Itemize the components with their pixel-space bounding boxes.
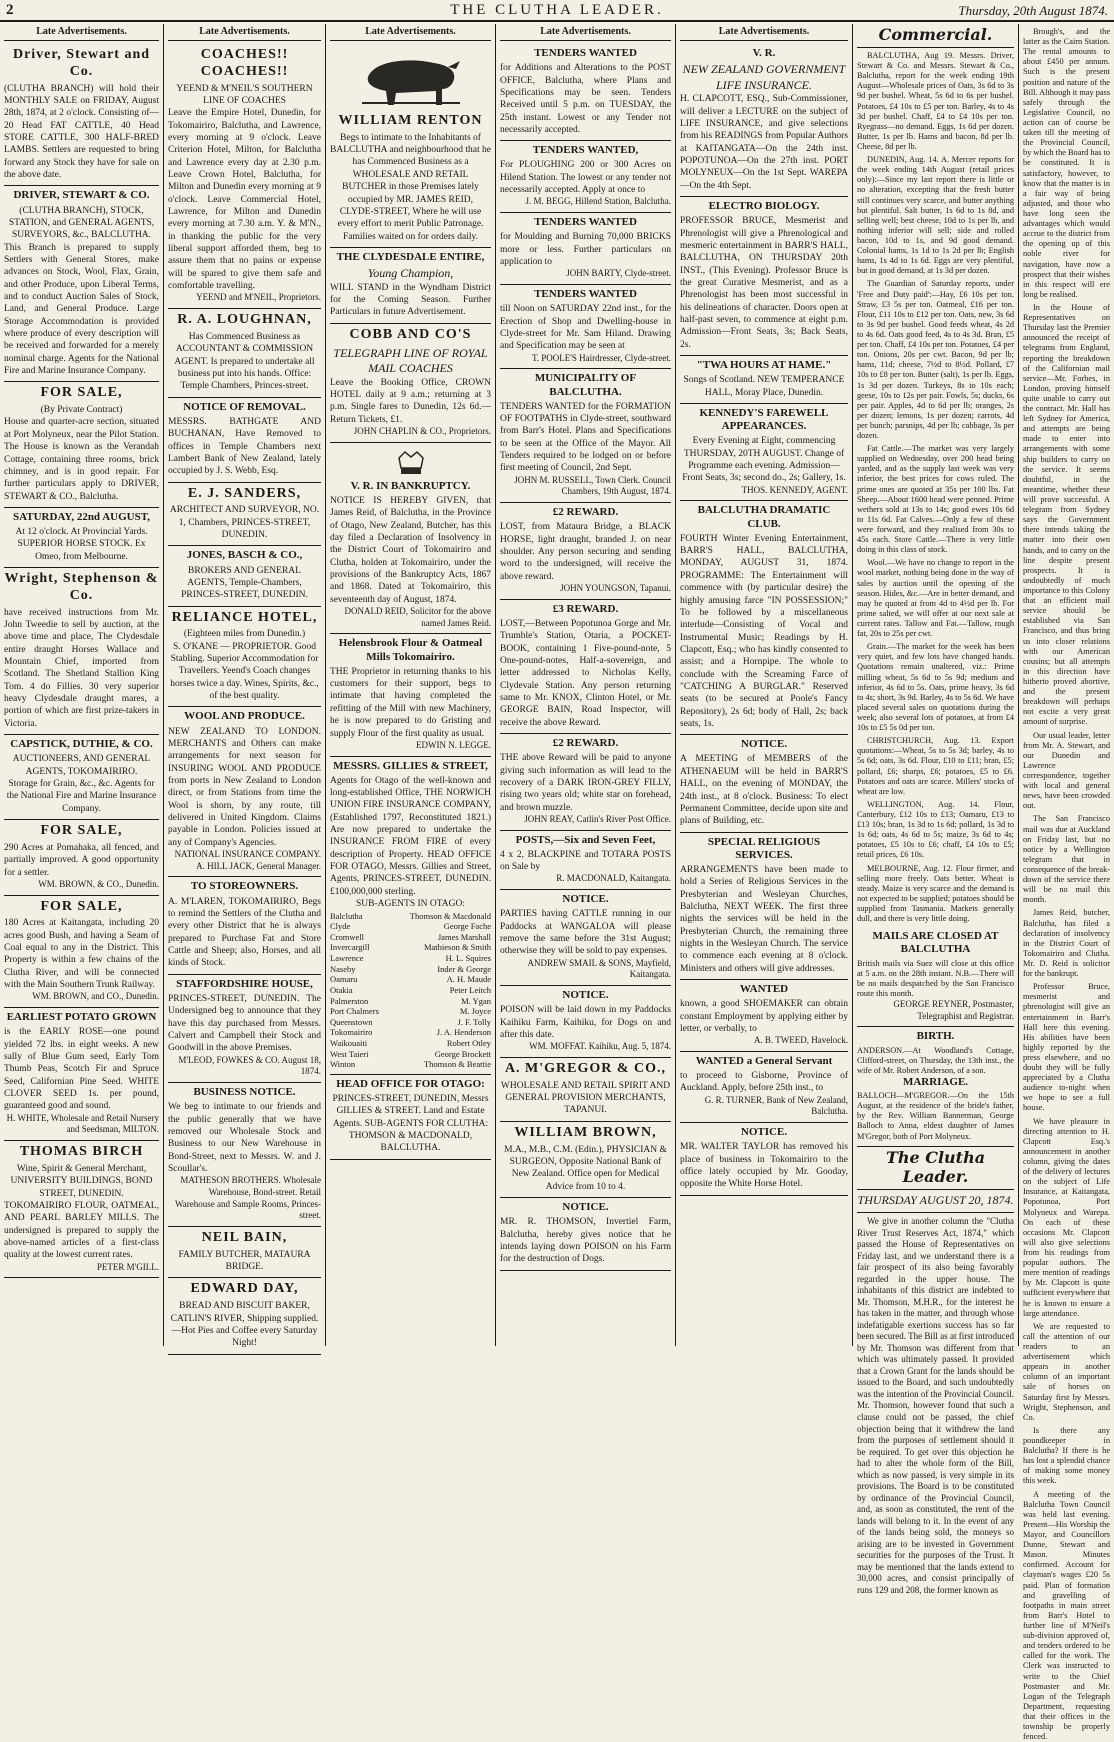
ad-heading: POSTS,—Six and Seven Feet, xyxy=(515,833,656,846)
article-paragraph: We have pleasure in directing attention to H. Clapcott Esq.'s announcement in another column, giving the dates of the delivery of lectures on the subject of Life Insurance, at Kaitangata, Popotunoa, Port Molyneux and Warepa. On each of these occasions Mr. Clapcott will also give selections from his readings from popular authors. The mere mention of readings by Mr. Clapcott is quite sufficient everywhere that he is known to ensure a large attendance. xyxy=(1023,1116,1110,1318)
ad-heading: BUSINESS NOTICE. xyxy=(193,1085,296,1098)
ad-subheading: Young Champion, xyxy=(367,266,454,281)
list-item: Port Chalmers M. Joyce xyxy=(330,1006,491,1017)
ad-heading: E. J. SANDERS, xyxy=(187,485,302,501)
newspaper-title: THE CLUTHA LEADER. xyxy=(450,2,664,18)
ad-driver-stewart-sale xyxy=(4,44,159,186)
list-item: Winton Thomson & Beattie xyxy=(330,1059,491,1070)
ad-life-insurance xyxy=(680,44,848,197)
ad-heading: WILLIAM RENTON xyxy=(338,113,483,128)
ad-subheading: (Eighteen miles from Dunedin.) xyxy=(183,629,306,640)
ad-body: For PLOUGHING 200 or 300 Acres on Hilend Station. The lowest or any tender not necessarily accepted. Apply at once to xyxy=(500,160,671,196)
ad-notice-poison xyxy=(500,986,671,1058)
ad-signature: JOHN REAY, Catlin's River Post Office. xyxy=(524,813,671,824)
ad-signature: JOHN M. RUSSELL, Town Clerk. Council Chambers, 19th August, 1874. xyxy=(514,474,671,497)
ad-reliance-hotel xyxy=(168,607,321,708)
ad-body: S. O'KANE — PROPRIETOR. Good Stabling. Superior Accommodation for Travellers. Yeend's Coach changes horses twice a day. Wines, Spirits, &c., of the best quality. xyxy=(170,641,319,702)
ad-body: FAMILY BUTCHER, MATAURA BRIDGE. xyxy=(178,1249,311,1273)
ad-dramatic-club xyxy=(680,501,848,735)
ad-body: PRINCES-STREET, DUNEDIN, Messrs GILLIES & STREET. Land and Estate Agents. SUB-AGENTS FOR CLUTHA: THOMSON & MACDONALD, BALCLUTHA. xyxy=(332,1094,489,1154)
ad-walter-taylor xyxy=(680,1123,848,1196)
market-report: Wool.—We have no change to report in the wool market, nothing being done in the way of sales by auction until the opening of the season. Hides, &c.—Are in better demand, and may be quoted at from 4d to 4½d per lb. For prime salted, we will offer at our next sale at current rates. Tallow and Fat.—Tallow, rough fat, 20s to 25s per cwt. xyxy=(857,558,1014,639)
ad-body: Leave the Booking Office, CROWN HOTEL daily at 9 a.m.; returning at 3 p.m. Single fares to Dunedin, 12s 6d.—Return Tickets, £1. xyxy=(330,377,491,425)
column-6 xyxy=(853,24,1019,1595)
ad-signature: ANDREW SMAIL & SONS, Mayfield, Kaitangata. xyxy=(527,957,671,980)
ad-body: TENDERS WANTED for the FORMATION OF FOOTPATHS in Clyde-street, southward from Barr's Hotel. Plans and Specifications to be seen at the Office of the Mayor. All Tenders required to be lodged on or before first meeting of Council, 2nd Sept. xyxy=(500,401,671,474)
page-number: 2 xyxy=(6,2,14,18)
ad-body: till Noon on SATURDAY 22nd inst., for the Erection of Shop and Dwelling-house in Clyde-street for Mr. Sam Hiland. Drawing and Specification may be seen at xyxy=(500,304,671,352)
ad-heading: WANTED xyxy=(739,983,789,995)
ad-for-sale-house xyxy=(4,382,159,508)
ad-body: PARTIES having CATTLE running in our Paddocks at WANGALOA will please remove the same before the 31st August; otherwise they will be sold to pay expenses. xyxy=(500,909,671,957)
ad-heading: Wright, Stephenson & Co. xyxy=(4,571,159,603)
ad-driver-stewart-agents xyxy=(4,186,159,382)
list-item: Lawrence H. L. Squires xyxy=(330,953,491,963)
ad-signature: YEEND and M'NEIL, Proprietors. xyxy=(196,292,321,303)
ad-heading: WANTED a General Servant xyxy=(695,1054,833,1067)
ad-heading: ELECTRO BIOLOGY. xyxy=(708,200,820,213)
ad-heading: RELIANCE HOTEL, xyxy=(171,609,318,625)
ad-body: Every Evening at Eight, commencing THURSDAY, 20TH AUGUST. Change of Programme each evening. Admission—Front Seats, 3s; second do., 2s; Gallery, 1s. xyxy=(682,436,846,484)
ad-heading: EDWARD DAY, xyxy=(190,1281,299,1297)
column-4 xyxy=(496,24,676,1346)
ad-heading: NOTICE OF REMOVAL. xyxy=(183,400,306,413)
page-columns xyxy=(0,24,1114,1742)
ad-tenders-post-office xyxy=(500,44,671,141)
ad-signature: A. B. TWEED, Havelock. xyxy=(753,1035,848,1046)
ad-helensbrook-mills xyxy=(330,634,491,756)
article-paragraph: The San Francisco mail was due at Auckland on Friday last, but no notice by a Wellington telegram that in consequence of the break-down of the service there will be no mail this month. xyxy=(1023,814,1110,905)
ad-thomas-birch xyxy=(4,1141,159,1278)
list-item: West Taieri George Brockett xyxy=(330,1048,491,1059)
ad-signature: J. M. BEGG, Hillend Station, Balclutha. xyxy=(525,196,671,207)
ad-body: is the EARLY ROSE—one pound yielded 72 lbs. in eight weeks. A new sally of Blue Gum seed, Early Tom Thumb Peas, Scotch Fir and Spruce Seed, Californian Pine Seed. WHITE CLOVER SEED 1s. per pound, guaranteed good and sound. xyxy=(4,1027,159,1112)
ad-for-sale-pomahaka xyxy=(4,820,159,896)
ad-heading: NEIL BAIN, xyxy=(201,1229,288,1245)
ad-heading: NOTICE. xyxy=(740,1126,788,1139)
column-label: Late Advertisements. xyxy=(500,24,671,41)
ad-notice-cattle xyxy=(500,890,671,986)
ad-heading: £3 REWARD. xyxy=(552,602,619,615)
ad-heading: DRIVER, STEWART & CO. xyxy=(13,189,150,202)
ad-tenders-bricks xyxy=(500,213,671,285)
ad-heading: R. A. LOUGHNAN, xyxy=(177,312,312,328)
ad-reward-pocketbook xyxy=(500,600,671,734)
ad-body: M.A., M.B., C.M. (Edin.), PHYSICIAN & SURGEON, Opposite National Bank of New Zealand. Office open for Medical Advice from 10 to 4. xyxy=(504,1144,667,1192)
ad-body: H. CLAPCOTT, ESQ., Sub-Commissioner, will deliver a LECTURE on the subject of LIFE INSURANCE, and give selections from his READINGS from Popular Authors at KAITANGATA—On the 24th inst. POPOTUNOA—On the 27th inst. PORT MOLYNEUX—On the 1st Sept. WAREPA—On the 4th Sept. xyxy=(680,94,848,191)
ad-body: Agents for Otago of the well-known and long-established Office, THE NORWICH UNION FIRE INSURANCE COMPANY, (Established 1797, Reconstituted 1821.) Are now prepared to undertake the INSURANCE FROM FIRE of every description of Property. HEAD OFFICE FOR OTAGO, Messrs. Gillies and Street, Agents, PRINCES-STREET, DUNEDIN. £100,000,000 sterling. xyxy=(330,775,491,897)
ad-bankruptcy xyxy=(330,443,491,635)
ad-wright-stephenson xyxy=(4,568,159,735)
leader-article xyxy=(857,1213,1014,1596)
list-item: Otakia Peter Leitch xyxy=(330,984,491,995)
ad-jones-basch xyxy=(168,546,321,606)
leader-dateline: THURSDAY AUGUST 20, 1874. xyxy=(857,1192,1014,1207)
ad-sanders xyxy=(168,483,321,547)
ad-subheading: (By Private Contract) xyxy=(40,405,123,416)
list-item: Palmerston M. Ygan xyxy=(330,995,491,1006)
market-report: WELLINGTON, Aug. 14. Flour, Canterbury, £12 10s to £13; Oamaru, £13 to £13 10s; bran, 1s 3d to 1s 6d; pollard, 1s 3d to 1s 6d; oats, 4s 6d to 5s; maize, 3s 6d to 4s; potatoes, £5 10s to £6; chaff, £4 10s to £5; retail prices, £6 10s. xyxy=(857,799,1014,860)
ad-signature: JOHN BARTY, Clyde-street. xyxy=(566,268,671,279)
ad-william-renton xyxy=(330,44,491,248)
ad-heading: HEAD OFFICE FOR OTAGO: xyxy=(336,1077,485,1090)
ad-body: MR. WALTER TAYLOR has removed his place of business in Tokomairiro to the office lately occupied by Mr. Gooday, opposite the White Horse Hotel. xyxy=(680,1142,848,1190)
ad-body: A. M'LAREN, TOKOMAIRIRO, Begs to remind the Settlers of the Clutha and every other District that he is always prepared to Purchase Fat and Store Cattle and Sheep; also, Horses, and all kinds of Stock. xyxy=(168,896,321,969)
ad-heading: FOR SALE, xyxy=(40,385,123,401)
list-item: Oamaru A. H. Maude xyxy=(330,974,491,985)
ad-heading: "TWA HOURS AT HAME." xyxy=(696,359,832,372)
notice-mails xyxy=(857,927,1014,1027)
ad-heading: NOTICE. xyxy=(562,1201,609,1213)
ad-body: BREAD AND BISCUIT BAKER, CATLIN'S RIVER, Shipping supplied.—Hot Pies and Coffee every Saturday Night! xyxy=(170,1301,319,1349)
ad-signature: G. R. TURNER, Bank of New Zealand, Balclutha. xyxy=(704,1094,848,1117)
ad-signature: H. WHITE, Wholesale and Retail Nursery and Seedsman, MILTON. xyxy=(6,1112,159,1135)
ad-signature: DONALD REID, Solicitor for the above named James Reid. xyxy=(344,606,491,628)
ad-signature: JOHN CHAPLIN & CO., Proprietors. xyxy=(353,426,491,437)
market-report: Grain.—The market for the week has been very quiet, and few lots have changed hands. Quotations remain unaltered, viz.: Prime milling wheat, 5s 6d to 5s 9d; medium and inferior, 4s 6d to 5s. Oats, prime heavy, 3s 6d to 4s; short, 3s 9d. Barley, 4s to 5s 6d. We have placed several sales on quotations during the week; also several lots of potatoes, at from £4 10s to £5 5s 0d per ton. xyxy=(857,642,1014,733)
market-report: CHRISTCHURCH, Aug. 13. Export quotations:—Wheat, 5s to 5s 3d; barley, 4s to 5s 6d; oats, 3s 6d. Flour, £10 to £11; bran, £5; pollard, £6; sharps, £6; potatoes, £5 to £6. Potatoes and oats are scarce. Millers' stocks of wheat are low. xyxy=(857,736,1014,796)
ad-body: LOST,—Between Popotunoa Gorge and Mr. Trumble's Station, Otaria, a POCKET-BOOK, containing 1 Five-pound-note, 5 One-pound-notes, Half-a-sovereign, and letter addressed to Nicholas Kelly, Clydevale Station. Any person returning same to Mr. KNOX, Clinton Hotel, or Mr. GEORGE BAIN, Road Inspector, will receive the above Reward. xyxy=(500,618,671,728)
article-paragraph: Is there any poundkeeper in Balclutha? If there is he has lost a splendid chance of making some money this week. xyxy=(1023,1425,1110,1486)
ad-signature: THOS. KENNEDY, AGENT. xyxy=(741,484,848,495)
column-5 xyxy=(676,24,853,1346)
ad-body: Leave the Empire Hotel, Dunedin, for Tokomairiro, Balclutha, and Lawrence, every morning at 9 o'clock. Leave Criterion Hotel, Milton, for Balclutha and Lawrence every day at 2.30 p.m. Leave Crown Hotel, Balclutha, for Milton and Dunedin every morning at 9 o'clock. Leave Commercial Hotel, Lawrence, for Milton and Dunedin every morning at 7.30 a.m. Y. & M'N., in thanking the public for the very liberal support afforded them, beg to assure them that no pains or expense will be spared to give them safe and comfortable travelling. xyxy=(168,108,321,292)
ad-body: THE above Reward will be paid to anyone giving such information as will lead to the recovery of a DARK IRON-GREY FILLY, rising two years old; white star on forehead, and brown muzzle. xyxy=(500,753,671,813)
ad-clydesdale-entire xyxy=(330,248,491,324)
ad-heading: TENDERS WANTED xyxy=(534,216,637,229)
ad-body: Has Commenced Business as ACCOUNTANT & COMMISSION AGENT. Is prepared to undertake all business put into his hands. Office: Temple Chambers, Princes-street. xyxy=(174,331,315,392)
ad-heading: Helensbrook Flour & Oatmeal Mills Tokomairiro. xyxy=(338,637,483,663)
ad-twa-hours xyxy=(680,356,848,404)
ad-body: TOKOMAIRIRO FLOUR, OATMEAL, AND PEARL BARLEY MILLS. The undersigned is prepared to supply the above-named articles of a first-class quality at the lowest current rates. xyxy=(4,1200,159,1261)
ad-heading: TENDERS WANTED, xyxy=(532,144,639,157)
ad-tenders-shop xyxy=(500,285,671,369)
list-item: Cromwell James Marshall xyxy=(330,931,491,942)
ad-subheading: Wine, Spirit & General Merchant, UNIVERSITY BUILDINGS, BOND STREET, DUNEDIN. xyxy=(10,1163,153,1199)
ad-body: NEW ZEALAND TO LONDON. MERCHANTS and Others can make arrangements for next season for INSURING WOOL AND PRODUCE from ports in New Zealand to London direct, or from Stations from time the Wool is shorn, by any route, till delivered in United Kingdom. Claims payable in London. Policies issued at any of Company's Agencies. xyxy=(168,726,321,848)
leader-continuation xyxy=(1023,24,1110,1742)
ad-heading: MAILS ARE CLOSED AT BALCLUTHA xyxy=(872,930,999,956)
ad-signature: PETER M'GILL. xyxy=(96,1261,159,1272)
ad-signature: MATHESON BROTHERS. Wholesale Warehouse, Bond-street. Retail Warehouse and Sample Rooms, Princes-street. xyxy=(175,1175,321,1221)
ad-heading: £2 REWARD. xyxy=(552,737,619,749)
article-paragraph: Our usual leader, letter from Mr. A. Stewart, and our Dunedin and Lawrence correspondence, together with local and general news, have been crowded out. xyxy=(1023,730,1110,811)
ad-heading: WOOL AND PRODUCE. xyxy=(184,710,305,723)
marriage-notice: BALLOCH—M'GREGOR.—On the 15th August, at the residence of the bride's father, by the Rev. William Bannerman, George Balloch to Anna, eldest daughter of James M'Gregor, both of Port Molyneux. xyxy=(857,1091,1014,1141)
ad-body: Songs of Scotland. NEW TEMPERANCE HALL, Moray Place, Dunedin. xyxy=(683,375,845,398)
ad-heading: V. R. IN BANKRUPTCY. xyxy=(350,479,471,492)
ad-heading: FOR SALE, xyxy=(40,898,123,914)
ad-staffordshire-house xyxy=(168,975,321,1083)
ad-signature: GEORGE REYNER, Postmaster, Telegraphist and Registrar. xyxy=(893,999,1014,1021)
article-paragraph: Brough's, and the latter as the Cairn Station. The rental amounts to about £450 per annum. Such is the present position and nature of the Bill. Although it may pass safely through the Legislative Council, no action can of course be taken till the meeting of the Provincial Council, by which the Board has to be constituted. It is satisfactory, however, to know that the matter is in a fair way of being adjusted, and those who have long seen the advantages which would accrue to the district from the opening up of this noble river for navigation, have now a prospect that their wishes in this respect will ere long be realised. xyxy=(1023,27,1110,299)
column-label: Late Advertisements. xyxy=(168,24,321,41)
article-paragraph: In the House of Representatives on Thursday last the Premier announced the receipt of telegrams from England, reporting the breakdown of the Californian mail service—Mr. Forbes, in London, proving himself quite unable to carry out the contract. Mr. Hall has left Sydney for America, and attempts are being made to enter into arrangements with some ship builders to carry on the service. It seems doubtful, in the meantime, whether these will prove successful. A telegram from Sydney says the Government there intends taking the matter into their own hands, and to carry on the line despite present prospects. It is undoubtedly of much importance to this Colony that an efficient mail service should be established via San Francisco, and thus bring us into closer relations with our American cousins; but all attempts in this direction have hitherto proved abortive, and the present breakdown will perhaps not excite a very great amount of surprise. xyxy=(1023,302,1110,727)
ad-heading: SPECIAL RELIGIOUS SERVICES. xyxy=(707,835,821,861)
ad-heading: COBB AND CO'S xyxy=(349,326,472,342)
list-item: Queenstown J. F. Tolly xyxy=(330,1016,491,1027)
ad-athenaeum xyxy=(680,735,848,832)
ad-signature: T. POOLE'S Hairdresser, Clyde-street. xyxy=(531,352,671,363)
ad-body: POISON will be laid down in my Paddocks Kaihiku Farm, Kaihiku, for Dogs on and after this date. xyxy=(500,1005,671,1040)
ad-heading: SATURDAY, 22nd AUGUST, xyxy=(13,510,150,523)
ad-subheading: YEEND & M'NEIL'S SOUTHERN LINE OF COACHES xyxy=(176,83,313,106)
ad-body: This Branch is prepared to supply Settlers with General Stores, make advances on Stock, Wool, Flax, Grain, and other Produce, upon Liberal Terms, and to conduct Auction Sales of Stock, Land, and General Produce. Large Storage Accommodation is provided where produce of every description will be received and forwarded for a merely nominal charge. Agents for the National Fire and Marine Insurance Company. xyxy=(4,242,159,376)
ad-signature: JOHN YOUNGSON, Tapanui. xyxy=(560,583,671,594)
ad-heading: £2 REWARD. xyxy=(552,506,619,519)
ad-heading: JONES, BASCH & CO., xyxy=(186,549,303,562)
market-report: DUNEDIN, Aug. 14. A. Mercer reports for the week ending 14th August (retail prices only):—Since my last report there is little or no alteration, excepting that the fresh butter still continues very scarce, and butter anything but plentiful. Salt butter, 1s 6d to 1s 8d, and selling well; best cheese, 10d to 1s per lb, and nothing inferior will sell; side and rolled bacon, 10d to 1s, and 9d good demand. Colonial hams, 1s 1d to 1s 2d per lb; English hams, 1s 4d to 1s 6d. Eggs are very plentiful, but in good demand, at 1s 3d per dozen. xyxy=(857,155,1014,276)
market-report: The Guardian of Saturday reports, under 'Free and Duty paid':—Hay, £6 10s per ton. Straw, £3 5s per ton. Oatmeal, £16 per ton. Flour, £11 10s to £12 per ton. Oats, new, 3s 6d to 3s 9d per bushel. Good feeds wheat, 4s 2d to 4s 6d. Oats good feed, 4s to 4s 3d. Bran, £5 per ton. Chaff, £4 10s per ton. Potatoes, £4 per ton. Onions, 20s per cwt. Bacon, 9d per lb; hams, 11d; cheese, 7½d to 8½d. Pollard, £7 10s to £8 per ton. Butter (salt), 1s per lb. Eggs, 1s 3d per dozen. Turkeys, 8s to 10s each; geese, 10s to 12s per pair. Fowls, 5s; ducks, 6s per pair. Apples, 4d to 6d per lb; oranges, 2s per dozen; lemons, 1s per dozen; carrots, 4d per bunch; parsnips, 4d per lb; cabbage, 3s per dozen. xyxy=(857,279,1014,441)
birth-heading: BIRTH. xyxy=(916,1030,955,1043)
birth-notice: ANDERSON.—At Woodland's Cottage, Clifford-street, on Thursday, the 13th inst., the wife of Mr. Robert Anderson, of a son. xyxy=(857,1045,1014,1075)
ad-loughnan xyxy=(168,309,321,398)
ad-neil-bain xyxy=(168,1227,321,1278)
ad-body: LOST, from Mataura Bridge, a BLACK HORSE, light draught, branded J. on near shoulder. Any person securing and sending word to the undersigned, will receive the above reward. xyxy=(500,522,671,582)
royal-crest-icon xyxy=(391,448,431,478)
ad-heading: COACHES!! COACHES!! xyxy=(200,47,289,79)
ad-body: MR. R. THOMSON, Invertiel Farm, Balclutha, hereby gives notice that he intends laying down POISON on his Farm for the destruction of Dogs. xyxy=(500,1217,671,1265)
ad-reward-horse xyxy=(500,503,671,600)
ad-heading: EARLIEST POTATO GROWN xyxy=(6,1011,157,1024)
ad-body: FOURTH Winter Evening Entertainment, BARR'S HALL, BALCLUTHA, MONDAY, AUGUST 31, 1874. PROGRAMME: The Entertainment will commence with (by particular desire) the highly amusing farce "IN POSSESSION;" To be followed by a miscellaneous interlude—Consisting of Vocal and Instrumental Music; Readings by H. Clapcott, Esq.; who has kindly consented to assist; and a Hornpipe. The whole to conclude with the Screaming Farce of "CATCHING A BURGLAR." Reserved seats (to be secured at Poole's Fancy Repository), 2s 6d; body of Hall, 2s; back seats, 1s. xyxy=(680,533,848,729)
list-item: Clyde George Fache xyxy=(330,921,491,932)
ad-body: Storage for Grain, &c., &c. Agents for the National Fire and Marine Insurance Company. xyxy=(6,779,157,814)
ad-body: NOTICE IS HEREBY GIVEN, that James Reid, of Balclutha, in the Province of Otago, New Zealand, Butcher, has this day filed a Declaration of Insolvency in the District Court of Tokomairiro and Clutha, holden at Tokomairiro, under the provisions of the Bankruptcy Acts, 1867 and 1868. Dated at Tokomairiro, this seventeenth day of August, 1874. xyxy=(330,495,491,605)
ad-body: A MEETING of MEMBERS of the ATHENAEUM will be held in BARR'S HALL, on the evening of MONDAY, the 24th inst., at 8 o'clock. Business: To elect Permanent Committee, decide upon site and plans of Building, etc. xyxy=(680,754,848,827)
ad-heading: V. R. xyxy=(752,47,776,59)
ad-for-sale-kaitangata xyxy=(4,896,159,1009)
agents-heading: SUB-AGENTS IN OTAGO: xyxy=(355,899,465,910)
ad-heading: STAFFORDSHIRE HOUSE, xyxy=(176,977,313,990)
market-report: Fat Cattle.—The market was very largely supplied on Wednesday, over 200 head being yarded, and as the supply last week was very inferior, the best prices for cows ruled. The prime ones are quoted at 35s per 100 lbs. Fat Sheep.—About 1600 head were penned. Prime wethers sold at 13s to 14s; good ewes 10s 6d to 11s 6d. Fat Calves.—Only a few of these were forward, and they realised from 30s to 45s each. Store Cattle.—There is very little doing in this class of stock. xyxy=(857,444,1014,555)
ad-notice-thomson xyxy=(500,1198,671,1271)
ad-signature: WM. BROWN, & CO., Dunedin. xyxy=(38,878,159,889)
list-item: Tokomairiro J. A. Henderson xyxy=(330,1027,491,1038)
ad-heading: MESSRS. GILLIES & STREET, xyxy=(333,759,488,772)
column-3 xyxy=(326,24,496,1346)
ad-notice-removal xyxy=(168,398,321,483)
ad-heading: THOMAS BIRCH xyxy=(19,1144,144,1160)
article-paragraph: Professor Bruce, mesmerist and phrenologist will give an entertainment in Barr's Hall here this evening. His abilities have been highly reported by the press elsewhere, and no doubt they will be fully appreciated by a Clutha audience to-night when we hope to see a full house. xyxy=(1023,982,1110,1113)
ad-mgregor xyxy=(500,1058,671,1122)
ad-signature: M'LEOD, FOWKES & CO. August 18, 1874. xyxy=(178,1054,321,1077)
ad-wanted-servant xyxy=(680,1052,848,1123)
article-paragraph: A meeting of the Balclutha Town Council was held last evening. Present—His Worship the Mayor, and Councillors Dunne, Stewart and Mason. Minutes confirmed. Account for clayman's wages £20 5s paid. Plan of formation and gravelling of footpaths in main street from Barr's Hotel to further line of M'Neil's sub-division approved of, and tenders ordered to be called for the work. The Clerk was instructed to write to the Chief Postmaster and Mr. Logan of the Telegraph Department, requesting that their offices in the township be properly fenced. xyxy=(1023,1489,1110,1742)
ad-body: THE Proprietor in returning thanks to his customers for their support, begs to intimate that having completed the refitting of the Mill with new Machinery, he is now prepared to do Gristing and supply Flour of the first quality as usual. xyxy=(330,666,491,739)
ad-posts xyxy=(500,831,671,891)
leader-heading: The Clutha Leader. xyxy=(857,1147,1014,1190)
list-item: Naseby Inder & George xyxy=(330,963,491,974)
ad-body: for Moulding and Burning 70,000 BRICKS more or less. Further particulars on application to xyxy=(500,232,671,268)
bull-icon xyxy=(356,49,466,111)
ad-body: WILL STAND in the Wyndham District for the Coming Season. Further Particulars in future Advertisement. xyxy=(330,282,491,318)
ad-heading: Driver, Stewart and Co. xyxy=(12,47,151,79)
column-label: Late Advertisements. xyxy=(4,24,159,41)
ad-heading: TO STOREOWNERS. xyxy=(190,880,299,893)
article-paragraph: We give in another column the "Clutha River Trust Reserves Act, 1874," which passed the House of Representatives on Friday last, and we understand there is a fair prospect of its also being favorably regarded in the upper house. The inhabitants of this district are indebted to Mr. Thomson, M.H.R., for the interest he has taken in the matter, and through whose indefatigable exertions success has so far been secured. The Bill as at first introduced by Mr. Thomson was different from that which was ultimately passed. It provided that a Crown Grant for the lands should be issued to the Board, and such undoubtedly was the intention of the Provincial Council. Mr. Thomson, however found that such a clause could not be passed, the chief objection being that it withdrew the land from the purposes of settlement should it be required. To get over this objection he had to alter the whole form of the Bill, which as now passed, is very simple in its provisions. The Board is to be constituted by ordinance of the Provincial Council, and, as soon as constituted, the rent of the lands will belong to it. In the event of any of the lands being sold, the moneys so arising are to be invested in Government securities for the purposes of the Trust. It may be mentioned that the lands extend to 30,000 acres, and consist principally of runs 129 and 208, the former known as xyxy=(857,1216,1014,1595)
ad-reward-filly xyxy=(500,734,671,831)
ad-body: 4 x 2, BLACKPINE and TOTARA POSTS on Sale by xyxy=(500,849,671,873)
ad-body: WHOLESALE AND RETAIL SPIRIT AND GENERAL PROVISION MERCHANTS, TAPANUI. xyxy=(500,1080,671,1116)
column-label: Late Advertisements. xyxy=(330,24,491,41)
ad-business-notice xyxy=(168,1083,321,1227)
ad-coaches xyxy=(168,44,321,309)
ad-body: Begs to intimate to the Inhabitants of BALCLUTHA and neighbourhood that he has Commenced Business as a WHOLESALE AND RETAIL BUTCHER in those Premises lately occupied by MR. JAMES REID, CLYDE-STREET, Where he will use every effort to merit Public Patronage. Families waited on for orders daily. xyxy=(330,132,491,242)
market-report: MELBOURNE, Aug. 12. Flour firmer, and selling more freely. Oats better. Wheat is steady. Maize is very scarce and the demand is not expected to be supplied; potatoes should be supplied from Tasmania. Markets generally dull, and there is very little doing. xyxy=(857,863,1014,924)
ad-signature: WM. MOFFAT. Kaihiku, Aug. 5, 1874. xyxy=(529,1041,671,1052)
article-paragraph: We are requested to call the attention of our readers to an advertisement which appears in another column of an important sale of horses on Saturday first by Messrs. Wright, Stephenson, and Co. xyxy=(1023,1321,1110,1422)
ad-earliest-potato xyxy=(4,1008,159,1141)
ad-body: BROKERS AND GENERAL AGENTS, Temple-Chambers, PRINCES-STREET, DUNEDIN. xyxy=(181,565,308,601)
ad-heading: TENDERS WANTED xyxy=(534,288,637,301)
ad-body: British mails via Suez will close at this office at 5 a.m. on the 28th instant. N.B.—There will be no mails despatched by the San Francisco route this month. xyxy=(857,958,1014,998)
list-item: Waikouaiti Robert Otley xyxy=(330,1038,491,1048)
commercial-heading: Commercial. xyxy=(857,24,1014,48)
ad-municipality xyxy=(500,369,671,503)
ad-religious-services xyxy=(680,833,848,980)
ad-capstick-duthie xyxy=(4,735,159,820)
ad-heading: KENNEDY'S FAREWELL APPEARANCES. xyxy=(699,406,829,433)
ad-heading: NOTICE. xyxy=(562,989,609,1002)
ad-subheading: TELEGRAPH LINE OF ROYAL MAIL COACHES xyxy=(333,345,488,376)
marriage-heading: MARRIAGE. xyxy=(902,1075,969,1088)
ad-norwich-union xyxy=(330,757,491,1075)
ad-body: (CLUTHA BRANCH) will hold their MONTHLY SALE on FRIDAY, August 28th, 1874, at 2 o'clock. Consisting of— 20 Head FAT CATTLE, 40 Head STORE CATTLE, 300 HALF-BRED LAMBS. Settlers are requested to bring forward any Stock they have for sale on the above date. xyxy=(4,83,159,180)
ad-gillies-street xyxy=(330,1075,491,1160)
column-2 xyxy=(164,24,326,1349)
market-report: BALCLUTHA, Aug 19. Messrs. Driver, Stewart & Co. and Messrs. Stewart & Co., Balclutha, report for the week ending 19th August—Wholesale prices of Oats, 3s 6d to 3s 9d per bushel. Wheat, 5s 6d to 6s per bushel. Potatoes, £4 10s to £5 per ton. Barley, 4s to 4s 3d per bushel. Chaff, £4 to £4 10s per ton. Ryegrass—no demand. Eggs, 1s 6d per dozen. Butter, 1s per lb. Hams and bacon, 8d per lb. Cheese, 8d per lb. xyxy=(857,51,1014,151)
ad-body: PROFESSOR BRUCE, Mesmerist and Phrenologist will give a Phrenological and mesmeric entertainment in BARR'S HALL, BALCLUTHA, ON THURSDAY 20th INST., (This Evening). Professor Bruce is the great Curative Mesmerist, and as a Phrenologist has been most successful in his delineations of character. Doors open at half-past seven, to commence at eight p.m. Admission—Front Seats, 3s; Back Seats, 2s. xyxy=(680,216,848,350)
commercial-reports xyxy=(857,48,1014,924)
ad-subheading: At 12 o'clock. At Provincial Yards. xyxy=(15,527,148,538)
ad-saturday-auction xyxy=(4,508,159,568)
column-1 xyxy=(0,24,164,1346)
ad-cobb-and-co xyxy=(330,324,491,443)
article-paragraph: James Reid, butcher, Balclutha, has filed a declaration of insolvency in the District Court of Tokomairiro and Clutha. Mr. D. Reid is solicitor for the bankrupt. xyxy=(1023,908,1110,979)
ad-edward-day xyxy=(168,1278,321,1354)
ad-signature: EDWIN N. LEGGE. xyxy=(416,739,491,750)
ad-body: known, a good SHOEMAKER can obtain constant Employment by applying either by letter, or verbally, to xyxy=(680,999,848,1034)
ad-body: SUPERIOR HORSE STOCK. Ex Omeo, from Melbourne. xyxy=(17,539,146,562)
ad-wool-produce xyxy=(168,707,321,877)
list-item: Invercargill Mathieson & Smith xyxy=(330,942,491,953)
ad-body: have received instructions from Mr. John Tweedie to sell by auction, at the above time and place, The Clydesdale entire draught Horses Wallace and Mountain Chief, imported from Scotland. The Shetland Stallion King Tom. 4 do Fillies. 30 very superior heavy Clydesdale draught mares, a portion of which are first prize-takers in Victoria. xyxy=(4,607,159,729)
ad-william-brown xyxy=(500,1122,671,1198)
issue-date: Thursday, 20th August 1874. xyxy=(958,3,1108,18)
column-7 xyxy=(1019,24,1114,1742)
ad-body: 290 Acres at Pomahaka, all fenced, and partially improved. A good opportunity for a settler. xyxy=(4,842,159,878)
ad-heading: CAPSTICK, DUTHIE, & CO. xyxy=(10,738,153,751)
column-label: Late Advertisements. xyxy=(680,24,848,41)
ad-body: MESSRS. BATHGATE AND BUCHANAN, Have Removed to offices in Temple Chambers next Lambert Bank of New Zealand, lately occupied by J. S. Webb, Esq. xyxy=(168,416,321,477)
ad-heading: NOTICE. xyxy=(740,738,788,751)
ad-subheading: AUCTIONEERS, AND GENERAL AGENTS, TOKOMAIRIRO. xyxy=(12,754,151,777)
ad-body: 180 Acres at Kaitangata, including 20 acres good Bush, and having a Seam of Coal equal to any in the District. This Property is within a few chains of the Clutha River, and will be connected with the Main Southern Trunk Railway. xyxy=(4,918,159,991)
ad-heading: A. M'GREGOR & CO., xyxy=(504,1061,667,1076)
ad-subheading: (CLUTHA BRANCH), STOCK, STATION, and GENERAL AGENTS, SURVEYORS, &c., BALCLUTHA. xyxy=(8,205,155,241)
ad-tenders-ploughing xyxy=(500,141,671,213)
ad-heading: NOTICE. xyxy=(562,893,609,906)
ad-subheading: NEW ZEALAND GOVERNMENT LIFE INSURANCE. xyxy=(682,62,846,92)
ad-body: PRINCES-STREET, DUNEDIN. The Undersigned beg to announce that they have this day purchased from Messrs. Calvert and Campbell their Stock and Goodwill in the above Premises. xyxy=(168,993,321,1054)
ad-wanted-shoemaker xyxy=(680,980,848,1052)
ad-body: ARCHITECT AND SURVEYOR, NO. 1, Chambers, PRINCES-STREET, DUNEDIN. xyxy=(169,505,320,541)
ad-signature: R. MACDONALD, Kaitangata. xyxy=(556,873,671,884)
ad-kennedy xyxy=(680,404,848,501)
ad-body: ARRANGEMENTS have been made to hold a Series of Religious Services in the Presbyterian and Wesleyan Churches, Balclutha, NEXT WEEK. The first three nights the services will be held in the Presbyterian Church, the remaining three nights in the Wesleyan Church. The service to commence each evening at 8 o'clock. Ministers and others will give addresses. xyxy=(680,864,848,974)
ad-heading: BALCLUTHA DRAMATIC CLUB. xyxy=(697,504,831,530)
ad-heading: MUNICIPALITY OF BALCLUTHA. xyxy=(534,372,637,398)
ad-signature: NATIONAL INSURANCE COMPANY. A. HILL JACK, General Manager. xyxy=(174,849,321,871)
ad-body: for Additions and Alterations to the POST OFFICE, Balclutha, where Plans and Specifications may be seen. Tenders Received until 5 p.m. on TUESDAY, the 25th instant. Lowest or any Tender not necessarily accepted. xyxy=(500,63,671,135)
ad-heading: THE CLYDESDALE ENTIRE, xyxy=(336,250,485,263)
ad-heading: WILLIAM BROWN, xyxy=(514,1124,657,1140)
notice-birth-marriage xyxy=(857,1027,1014,1146)
ad-heading: TENDERS WANTED xyxy=(534,47,637,59)
ad-electro-biology xyxy=(680,197,848,356)
sub-agents-list xyxy=(330,911,491,1070)
list-item: Balclutha Thomson & Macdonald xyxy=(330,910,491,921)
masthead xyxy=(0,0,1114,22)
ad-body: House and quarter-acre section, situated at Port Molyneux, near the Pilot Station. The House is known as the Verandah Cottage, containing three rooms, brick chimney, and is in good repair. For further particulars apply to DRIVER, STEWART & CO., Balclutha. xyxy=(4,417,159,502)
ad-signature: WM. BROWN, and CO., Dunedin. xyxy=(32,991,159,1002)
ad-body: to proceed to Gisborne, Province of Auckland. Apply, before 25th inst., to xyxy=(680,1071,848,1094)
leader-date xyxy=(857,1190,1014,1214)
ad-storeowners xyxy=(168,877,321,974)
ad-body: We beg to intimate to our friends and the public generally that we have removed our Wholesale Stock and Business to our New Warehouse in Bond-Street, next to Messrs. W. and J. Scoullar's. xyxy=(168,1102,321,1174)
ad-heading: FOR SALE, xyxy=(40,823,123,839)
